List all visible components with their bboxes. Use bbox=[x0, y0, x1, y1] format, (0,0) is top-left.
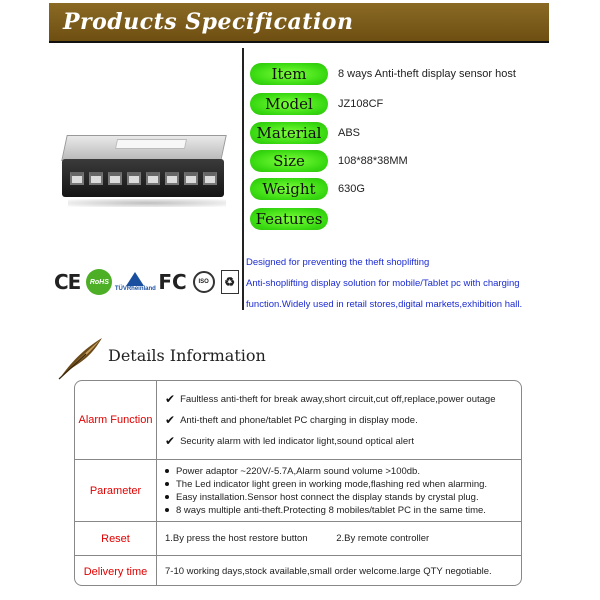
table-row-parameter bbox=[75, 459, 522, 521]
list-item bbox=[165, 410, 522, 431]
tuv-logo-text: TÜVRheinland bbox=[114, 286, 156, 292]
row-content-delivery bbox=[157, 556, 522, 586]
spec-value-model: JZ108CF bbox=[338, 98, 384, 110]
parameter-item-text: 8 ways multiple anti-theft.Protecting 8 mobiles/tablet PC in the same time. bbox=[176, 504, 486, 516]
parameter-item-text: Power adaptor ~220V/-5.7A,Alarm sound volume >100db. bbox=[176, 465, 420, 477]
alarm-item-text: Faultless anti-theft for break away,short circuit,cut off,replace,power outage bbox=[180, 393, 496, 405]
reset-option-1: 1.By press the host restore button bbox=[165, 533, 308, 544]
features-description bbox=[246, 252, 546, 315]
checkmark-icon: ✔ bbox=[165, 413, 176, 427]
details-heading: Details Information bbox=[108, 346, 266, 365]
features-line: Designed for preventing the theft shoplifting bbox=[246, 257, 430, 268]
spec-value-size: 108*88*38MM bbox=[338, 155, 408, 167]
reset-option-2: 2.By remote controller bbox=[336, 533, 430, 544]
row-content-reset bbox=[157, 522, 522, 555]
list-item bbox=[165, 389, 522, 410]
parameter-item-text: The Led indicator light green in working mode,flashing red when alarming. bbox=[176, 478, 488, 490]
details-table bbox=[74, 380, 522, 586]
spec-label-model: Model bbox=[250, 93, 328, 115]
product-image bbox=[56, 125, 234, 215]
list-item bbox=[165, 504, 522, 517]
weee-bin-icon: ♻ bbox=[221, 270, 239, 294]
spec-row-weight bbox=[250, 178, 365, 200]
product-shadow bbox=[68, 199, 226, 207]
row-label-delivery: Delivery time bbox=[75, 556, 157, 586]
spec-label-item: Item bbox=[250, 63, 328, 85]
tuv-triangle-icon bbox=[126, 272, 144, 286]
features-line: Anti-shoplifting display solution for mobile/Tablet pc with charging bbox=[246, 278, 520, 289]
spec-value-weight: 630G bbox=[338, 183, 365, 195]
spec-label-material: Material bbox=[250, 122, 328, 144]
row-content-parameter bbox=[157, 460, 522, 521]
spec-row-features bbox=[250, 208, 328, 230]
port-icon bbox=[108, 172, 122, 185]
quill-feather-icon bbox=[56, 334, 106, 380]
spec-label-size: Size bbox=[250, 150, 328, 172]
page-title: Products Specification bbox=[63, 9, 354, 35]
alarm-item-text: Anti-theft and phone/tablet PC charging in display mode. bbox=[180, 414, 418, 426]
spec-row-size bbox=[250, 150, 408, 172]
row-content-alarm bbox=[157, 381, 522, 459]
reset-options bbox=[165, 533, 522, 544]
spec-row-model bbox=[250, 93, 383, 115]
port-icon bbox=[203, 172, 217, 185]
table-row-alarm bbox=[75, 381, 522, 459]
header-banner bbox=[49, 3, 549, 41]
port-icon bbox=[89, 172, 103, 185]
bullet-icon bbox=[165, 508, 169, 512]
list-item bbox=[165, 431, 522, 452]
features-line: function.Widely used in retail stores,digital markets,exhibition hall. bbox=[246, 299, 523, 310]
port-icon bbox=[165, 172, 179, 185]
iso-logo-icon: ISO bbox=[193, 271, 215, 293]
spec-divider bbox=[242, 48, 244, 310]
table-row-reset bbox=[75, 521, 522, 555]
row-label-parameter: Parameter bbox=[75, 460, 157, 521]
tuv-logo-icon bbox=[114, 268, 156, 296]
alarm-item-text: Security alarm with led indicator light,sound optical alert bbox=[180, 435, 414, 447]
row-label-reset: Reset bbox=[75, 522, 157, 555]
bullet-icon bbox=[165, 482, 169, 486]
certification-logos bbox=[54, 266, 239, 298]
product-label-sticker bbox=[115, 139, 187, 149]
list-item bbox=[165, 465, 522, 478]
checkmark-icon: ✔ bbox=[165, 392, 176, 406]
port-icon bbox=[70, 172, 84, 185]
bullet-icon bbox=[165, 495, 169, 499]
delivery-text: 7-10 working days,stock available,small order welcome.large QTY negotiable. bbox=[165, 566, 492, 577]
spec-value-material: ABS bbox=[338, 127, 361, 139]
row-label-alarm: Alarm Function bbox=[75, 381, 157, 459]
port-icon bbox=[127, 172, 141, 185]
list-item bbox=[165, 478, 522, 491]
spec-row-material bbox=[250, 122, 360, 144]
header-divider bbox=[49, 41, 549, 43]
rohs-logo-icon: RoHS bbox=[86, 269, 112, 295]
table-row-delivery bbox=[75, 555, 522, 586]
bullet-icon bbox=[165, 469, 169, 473]
spec-label-weight: Weight bbox=[250, 178, 328, 200]
port-icon bbox=[184, 172, 198, 185]
spec-label-features: Features bbox=[250, 208, 328, 230]
spec-value-item: 8 ways Anti-theft display sensor host bbox=[338, 68, 516, 80]
port-icon bbox=[146, 172, 160, 185]
list-item bbox=[165, 491, 522, 504]
spec-row-item bbox=[250, 63, 516, 85]
ce-logo-icon: CE bbox=[54, 270, 81, 294]
fc-logo-icon: FC bbox=[158, 270, 187, 294]
parameter-item-text: Easy installation.Sensor host connect the display stands by crystal plug. bbox=[176, 491, 479, 503]
product-front-panel bbox=[62, 159, 224, 197]
checkmark-icon: ✔ bbox=[165, 434, 176, 448]
